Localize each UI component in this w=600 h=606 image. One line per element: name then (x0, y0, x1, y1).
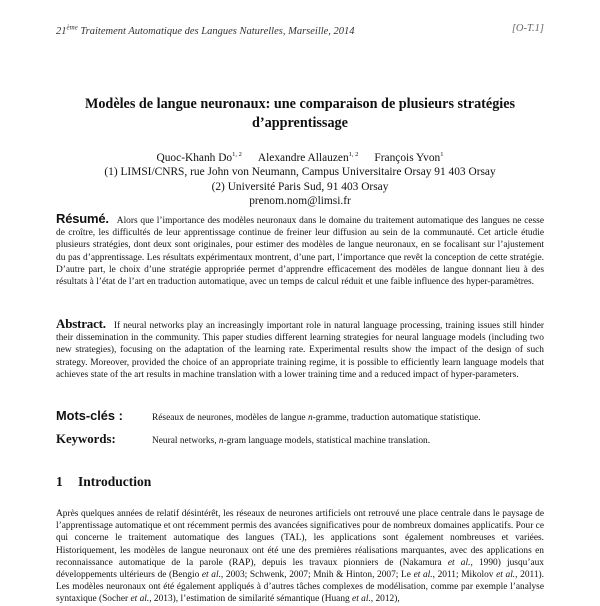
section-title: Introduction (78, 474, 152, 489)
running-header (56, 23, 544, 37)
section-heading (56, 474, 151, 490)
author-email: prenom.nom@limsi.fr (249, 195, 351, 208)
intro-paragraph: Après quelques années de relatif désintérêt, les réseaux de neurones artificiels ont retrouvé une place centrale dans le paysage de l’apprentissage automatique et ont récemment permis des avancées significatives pour de nombreux domaines applicatifs. Pour ce qui concerne le traitement automatique des langues (TAL), les applications sont également nombreuses et variées. Historiquement, les modèles de langue neuronaux ont été une des premières réalisations marquantes, avec des applications en reconnaissance automatique de la parole (RAP), depuis les travaux pionniers de (Nakamura et al., 1990) jusqu’aux développements ultérieurs de (Bengio et al., 2003; Schwenk, 2007; Mnih & Hinton, 2007; Le et al., 2011; Mikolov et al., 2011). Les modèles neuronaux ont été également appliqués à d’autres tâches complexes de modélisation, comme par exemple l’analyse syntaxique (Socher et al., 2013), l’estimation de similarité sémantique (Huang et al., 2012), (56, 509, 544, 605)
affiliation-1: (1) LIMSI/CNRS, rue John von Neumann, Campus Universitaire Orsay 91 403 Orsay (104, 166, 496, 179)
session-tag: [O-T.1] (511, 23, 544, 34)
keywords-label: Keywords: (56, 432, 116, 446)
section-number: 1 (56, 474, 63, 489)
keywords-section (56, 432, 544, 447)
resume-text: Alors que l’importance des modèles neuronaux dans le domaine du traitement automatique des langues ne cesse de croître, les difficultés de leur apprentissage continue de freiner leur diffusion au sein de la communauté. Cet article étudie plusieurs stratégies, dont deux sont originales, pour estimer des modèles de langue neuronaux, en se focalisant sur l’ajustement du pas d’apprentissage. Les résultats expérimentaux montrent, d’une part, l’importance que revêt la conception de cette stratégie. D’autre part, le choix d’une stratégie appropriée permet d’apprendre efficacement des modèles de langue donnant lieu à des résultats à l’état de l’art en traduction automatique, avec un temps de calcul réduit et une faible influence des hyper-paramètres. (56, 216, 544, 288)
resume-section (56, 213, 544, 288)
abstract-section (56, 318, 544, 381)
abstract-label: Abstract. (56, 316, 106, 331)
author-block (0, 148, 600, 209)
paper-title: Modèles de langue neuronaux: une comparaison de plusieurs stratégies d’apprentissage (84, 96, 516, 131)
affiliation-2: (2) Université Paris Sud, 91 403 Orsay (211, 180, 389, 193)
resume-label: Résumé. (56, 211, 109, 226)
motscles-label: Mots-clés : (56, 408, 123, 423)
abstract-text: If neural networks play an increasingly important role in natural language processing, training issues still hinder their dissemination in the community. This paper studies different learning strategies for neural language models (including two new strategies), focusing on the adaptation of the learning rate. Experimental results show the impact of the design of such strategy. Moreover, provided the choice of an appropriate training regime, it is possible to efficiently learn language models that achieves state of the art results in machine translation with a lower training time and a reduced impact of hyper-parameters. (56, 321, 544, 380)
motscles-text: Réseaux de neurones, modèles de langue n-gramme, traduction automatique statistique. (152, 413, 481, 423)
author-1: Quoc-Khanh Do$^{1, 2}$ (156, 151, 242, 164)
motscles-section (56, 408, 544, 423)
author-3: François Yvon$^1$ (374, 151, 444, 164)
author-names (0, 148, 600, 165)
author-2: Alexandre Allauzen$^{1, 2}$ (257, 151, 359, 164)
keywords-text: Neural networks, n-gram language models, statistical machine translation. (152, 436, 431, 446)
conference-name: 21ème Traitement Automatique des Langues Naturelles, Marseille, 2014 (56, 23, 355, 37)
